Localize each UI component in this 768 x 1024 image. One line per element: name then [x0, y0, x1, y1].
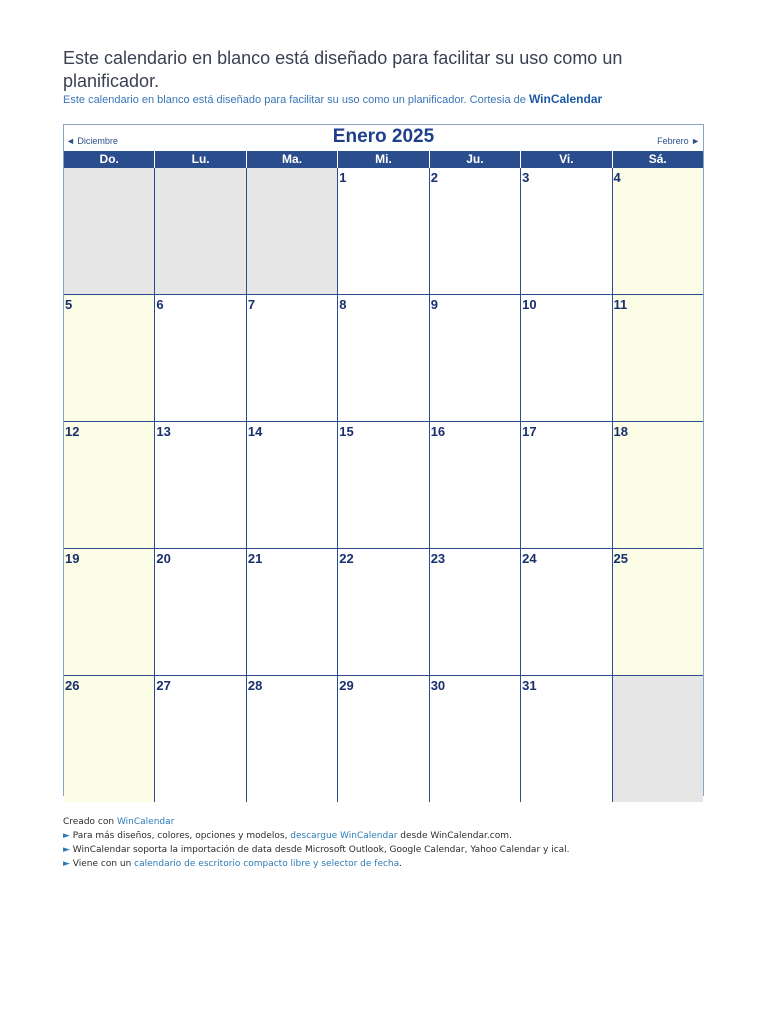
- day-number: 12: [65, 424, 80, 439]
- weekday-friday: Vi.: [521, 151, 612, 168]
- calendar-day-cell[interactable]: [521, 168, 612, 294]
- calendar-week: [64, 548, 703, 675]
- page-title: Este calendario en blanco está diseñado para facilitar su uso como un planificador.: [63, 48, 623, 91]
- day-number: 23: [430, 551, 446, 566]
- day-number: 20: [156, 551, 171, 566]
- footer-line-3-prefix: Viene con un: [69, 859, 135, 869]
- day-number: 25: [613, 551, 628, 566]
- calendar-day-cell[interactable]: [247, 422, 338, 548]
- arrow-right-icon: ►: [63, 831, 70, 841]
- calendar-day-cell[interactable]: [247, 676, 338, 802]
- calendar-empty-cell: [155, 168, 246, 294]
- day-number: 9: [430, 297, 438, 312]
- weekday-monday: Lu.: [155, 151, 246, 168]
- day-number: 6: [156, 297, 164, 312]
- footer-line-2-text: WinCalendar soporta la importación de data desde Microsoft Outlook, Google Calendar, Yahoo Calendar y ical.: [69, 845, 570, 855]
- day-number: 14: [247, 424, 263, 439]
- day-number: 28: [247, 678, 263, 693]
- arrow-right-icon: ►: [63, 845, 70, 855]
- calendar-day-cell[interactable]: [521, 549, 612, 675]
- calendar-day-cell[interactable]: [247, 295, 338, 421]
- day-number: 13: [156, 424, 171, 439]
- calendar-day-cell[interactable]: [155, 295, 246, 421]
- calendar-week: [64, 168, 703, 294]
- calendar-week: [64, 294, 703, 421]
- day-number: 31: [522, 678, 537, 693]
- day-number: 19: [65, 551, 80, 566]
- next-month-link[interactable]: Febrero ►: [657, 136, 700, 146]
- day-number: 27: [156, 678, 171, 693]
- day-number: 8: [339, 297, 347, 312]
- arrow-right-icon: ►: [63, 859, 70, 869]
- calendar: [63, 124, 704, 796]
- calendar-day-cell[interactable]: [613, 549, 703, 675]
- calendar-day-cell[interactable]: [64, 422, 155, 548]
- calendar-grid: [64, 168, 703, 802]
- footer-created-text: Creado con: [63, 817, 117, 827]
- calendar-empty-cell: [613, 676, 703, 802]
- wincalendar-link[interactable]: WinCalendar: [528, 92, 603, 106]
- weekday-saturday: Sá.: [648, 152, 667, 166]
- footer: [63, 815, 570, 871]
- calendar-day-cell[interactable]: [430, 295, 521, 421]
- calendar-empty-cell: [64, 168, 155, 294]
- weekday-thursday: Ju.: [430, 151, 521, 168]
- calendar-day-cell[interactable]: [155, 422, 246, 548]
- day-number: 11: [613, 297, 628, 312]
- calendar-day-cell[interactable]: [64, 549, 155, 675]
- calendar-day-cell[interactable]: [338, 549, 429, 675]
- calendar-day-cell[interactable]: [521, 422, 612, 548]
- calendar-week: [64, 421, 703, 548]
- footer-line-2: [63, 843, 570, 857]
- month-title: Enero 2025: [332, 126, 435, 147]
- calendar-week: [64, 675, 703, 802]
- footer-wincalendar-link[interactable]: WinCalendar: [116, 817, 175, 827]
- footer-created: [63, 815, 570, 829]
- day-number: 4: [613, 170, 621, 185]
- calendar-empty-cell: [247, 168, 338, 294]
- calendar-day-cell[interactable]: [430, 676, 521, 802]
- calendar-day-cell[interactable]: [521, 676, 612, 802]
- calendar-day-cell[interactable]: [247, 549, 338, 675]
- footer-line-1: [63, 829, 570, 843]
- footer-line-1-suffix: desde WinCalendar.com.: [397, 831, 512, 841]
- calendar-day-cell[interactable]: [613, 168, 703, 294]
- day-number: 7: [247, 297, 256, 312]
- weekday-header: [64, 151, 703, 168]
- footer-line-3: [63, 857, 570, 871]
- page-subtitle: [63, 92, 723, 106]
- calendar-header: [64, 125, 703, 151]
- desktop-calendar-link[interactable]: calendario de escritorio compacto libre y selector de fecha: [134, 859, 400, 869]
- calendar-day-cell[interactable]: [64, 295, 155, 421]
- calendar-day-cell[interactable]: [338, 676, 429, 802]
- subtitle-text: Este calendario en blanco está diseñado para facilitar su uso como un planificador. Cortesia de: [63, 94, 529, 106]
- weekday-tuesday: Ma.: [247, 151, 338, 168]
- day-number: 10: [522, 297, 537, 312]
- calendar-day-cell[interactable]: [430, 549, 521, 675]
- day-number: 18: [613, 424, 628, 439]
- day-number: 15: [339, 424, 354, 439]
- footer-line-3-suffix: .: [399, 859, 403, 869]
- calendar-day-cell[interactable]: [338, 168, 429, 294]
- day-number: 21: [247, 551, 263, 566]
- calendar-day-cell[interactable]: [613, 422, 703, 548]
- footer-line-1-prefix: Para más diseños, colores, opciones y modelos,: [69, 831, 291, 841]
- day-number: 16: [430, 424, 446, 439]
- day-number: 24: [522, 551, 537, 566]
- calendar-day-cell[interactable]: [338, 422, 429, 548]
- prev-month-link[interactable]: ◄ Diciembre: [66, 136, 118, 146]
- day-number: 26: [65, 678, 80, 693]
- day-number: 17: [522, 424, 537, 439]
- day-number: 3: [522, 170, 530, 185]
- calendar-day-cell[interactable]: [430, 422, 521, 548]
- download-wincalendar-link[interactable]: descargue WinCalendar: [290, 831, 398, 841]
- day-number: 30: [430, 678, 446, 693]
- calendar-day-cell[interactable]: [338, 295, 429, 421]
- calendar-day-cell[interactable]: [613, 295, 703, 421]
- day-number: 1: [339, 170, 347, 185]
- day-number: 5: [65, 297, 73, 312]
- day-number: 22: [339, 551, 354, 566]
- day-number: 2: [430, 170, 438, 185]
- day-number: 29: [339, 678, 354, 693]
- calendar-day-cell[interactable]: [521, 295, 612, 421]
- calendar-day-cell[interactable]: [155, 549, 246, 675]
- calendar-day-cell[interactable]: [155, 676, 246, 802]
- weekday-sunday: Do.: [64, 151, 155, 168]
- weekday-wednesday: Mi.: [338, 151, 429, 168]
- calendar-day-cell[interactable]: [64, 676, 155, 802]
- calendar-day-cell[interactable]: [430, 168, 521, 294]
